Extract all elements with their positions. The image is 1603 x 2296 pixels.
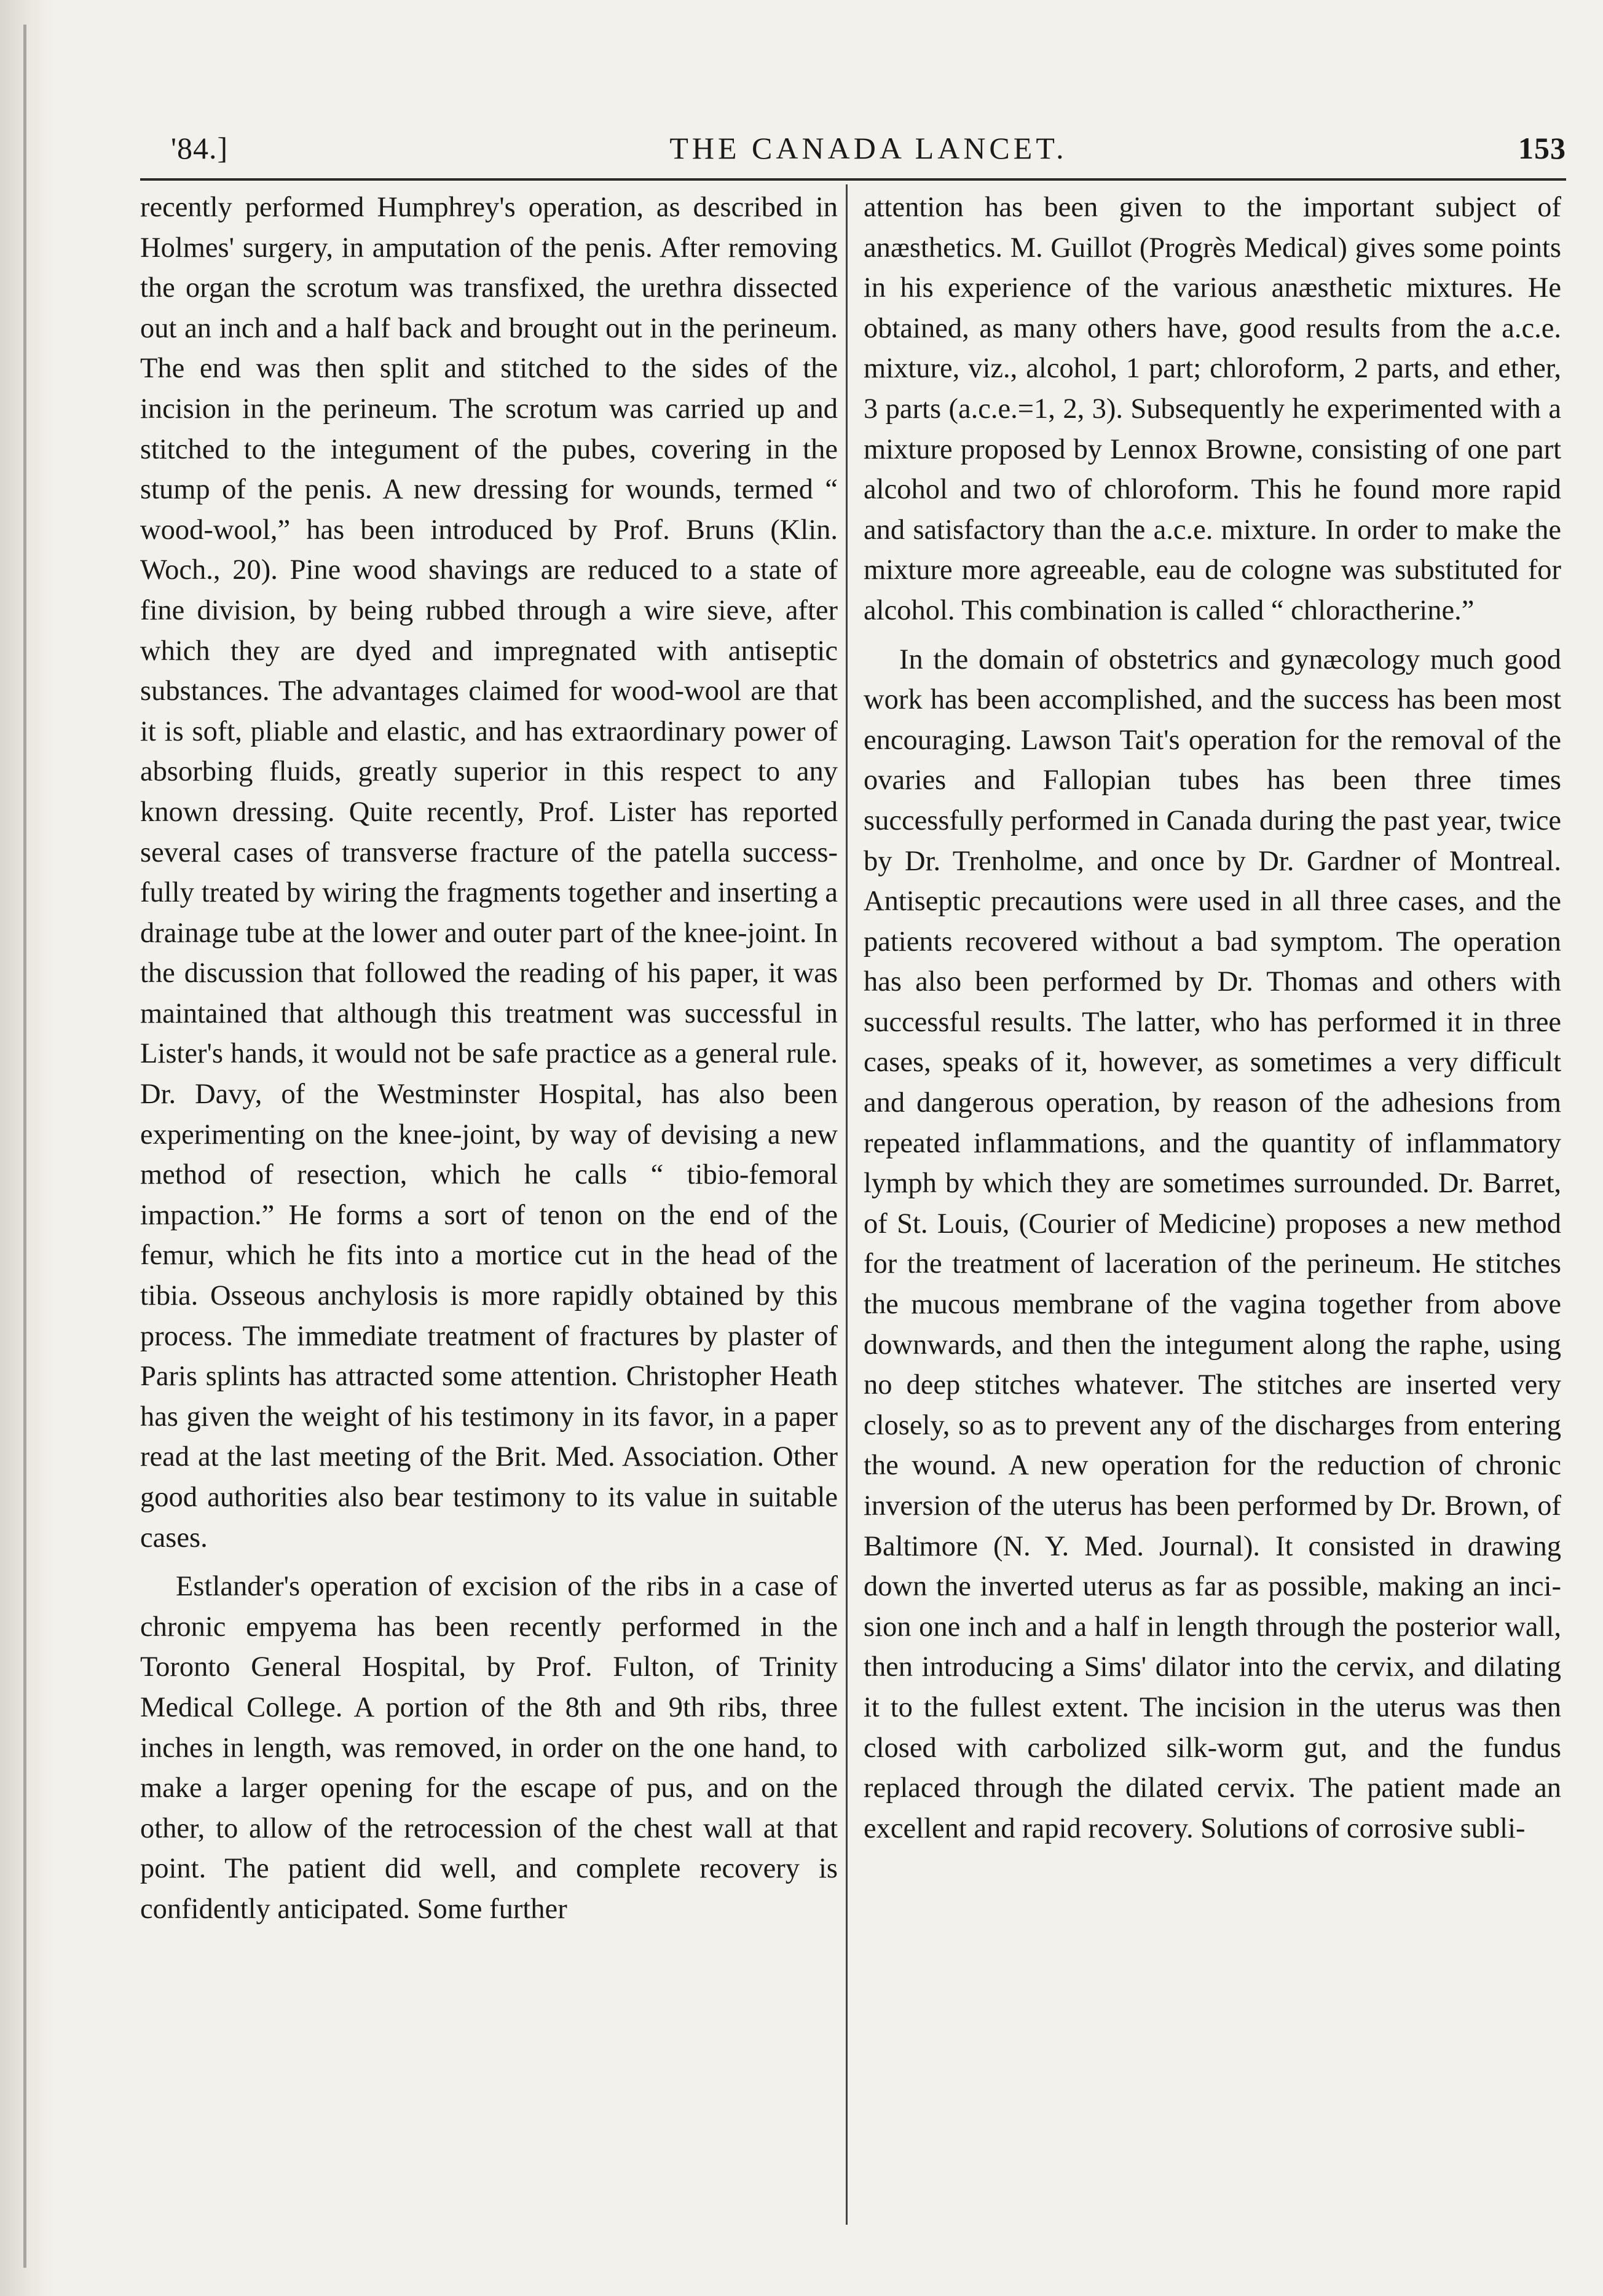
book-binding-edge bbox=[0, 0, 55, 2296]
header-page-number: 153 bbox=[1518, 131, 1566, 165]
right-paragraph-1: attention has been given to the important subject of anæsthetics. M. Guillot (Progrès Medical) gives some points in his experience of the various anæsthetic mixtures. He obtained, as many others have, good results from the a.c.e. mixture, viz., alcohol, 1 part; chloroform, 2 parts, and ether, 3 parts (a.c.e.=1, 2, 3). Subsequently he experimented with a mixture proposed by Lennox Browne, consisting of one part alcohol and two of chloroform. This he found more rapid and satisfactory than the a.c.e. mixture. In order to make the mixture more agreeable, eau de cologne was substituted for alcohol. This combination is called “ chloractherine.” bbox=[864, 192, 1561, 626]
right-paragraph-2: In the domain of obstetrics and gynæcology much good work has been accomplished, and the success has been most encouraging. Lawson Tait's operation for the removal of the ovaries and Fallopian tubes has been three times successfully performed in Canada during the past year, twice by Dr. Trenholme, and once by Dr. Gardner of Montreal. Antiseptic precautions were used in all three cases, and the patients recovered without a bad symptom. The operation has also been performed by Dr. Thomas and others with successful results. The latter, who has performed it in three cases, speaks of it, however, as sometimes a very difficult and dangerous operation, by reason of the adhesions from repeated inflammations, and the quantity of inflammatory lymph by which they are sometimes surrounded. Dr. Barret, of St. Louis, (Courier of Medicine) proposes a new method for the treatment of laceration of the perineum. He stitches the mucous membrane of the vagina together from above downwards, and then the integument along the raphe, using no deep stitches whatever. The stitches are inserted very closely, so as to prevent any of the discharges from entering the wound. A new operation for the reduction of chronic inversion of the uterus has been performed by Dr. Brown, of Baltimore (N. Y. Med. Journal). It consisted in drawing down the inverted uterus as far as possible, making an incision one inch and a half in length through the posterior wall, then introducing a Sims' dilator into the cervix, and dilating it to the fullest extent. The incision in the uterus was then closed with carbolized silk-worm gut, and the fundus replaced through the dilated cervix. The patient made an excellent and rapid recovery. Solutions of corrosive subli- bbox=[864, 643, 1561, 1844]
left-paragraph-2: Estlander's operation of excision of the ribs in a case of chronic empyema has been recently performed in the Toronto General Hospital, by Prof. Fulton, of Trinity Medical College. A portion of the 8th and 9th ribs, three inches in length, was removed, in order on the one hand, to make a larger opening for the escape of pus, and on the other, to allow of the retrocession of the chest wall at that point. The patient did well, and complete recovery is confidently anticipated. Some further bbox=[140, 1571, 838, 1925]
left-paragraph-1: recently performed Humphrey's operation, as described in Holmes' surgery, in amputation of the penis. After removing the organ the scrotum was transfixed, the urethra dissected out an inch and a half back and brought out in the perineum. The end was then split and stitched to the sides of the incision in the perineum. The scrotum was carried up and stitched to the integument of the pubes, covering in the stump of the penis. A new dressing for wounds, termed “ wood-wool,” has been introduced by Prof. Bruns (Klin. Woch., 20). Pine wood shavings are reduced to a state of fine division, by being rubbed through a wire sieve, after which they are dyed and impregnated with antiseptic substances. The advantages claimed for wood-wool are that it is soft, pliable and elastic, and has extraordinary power of absorbing fluids, greatly superior in this respect to any known dressing. Quite recently, Prof. Lister has reported several cases of transverse fracture of the patella successfully treated by wiring the fragments together and inserting a drainage tube at the lower and outer part of the knee-joint. In the discussion that followed the reading of his paper, it was maintained that although this treatment was successful in Lister's hands, it would not be safe practice as a general rule. Dr. Davy, of the Westminster Hospital, has also been experimenting on the knee-joint, by way of devising a new method of resection, which he calls “ tibio-femoral impaction.” He forms a sort of tenon on the end of the femur, which he fits into a mortice cut in the head of the tibia. Osseous anchylosis is more rapidly obtained by this process. The immediate treatment of fractures by plaster of Paris splints has attracted some attention. Christopher Heath has given the weight of his testimony in its favor, in a paper read at the last meeting of the Brit. Med. Association. Other good authorities also bear testimony to its value in suitable cases. bbox=[140, 192, 838, 1554]
header-year: '84.] bbox=[171, 131, 229, 165]
header-journal-title: THE CANADA LANCET. bbox=[669, 131, 1068, 165]
column-divider bbox=[846, 184, 848, 2225]
right-column bbox=[864, 187, 1561, 1849]
header-rule bbox=[140, 178, 1566, 181]
running-header bbox=[171, 130, 1566, 167]
left-column bbox=[140, 187, 838, 1930]
